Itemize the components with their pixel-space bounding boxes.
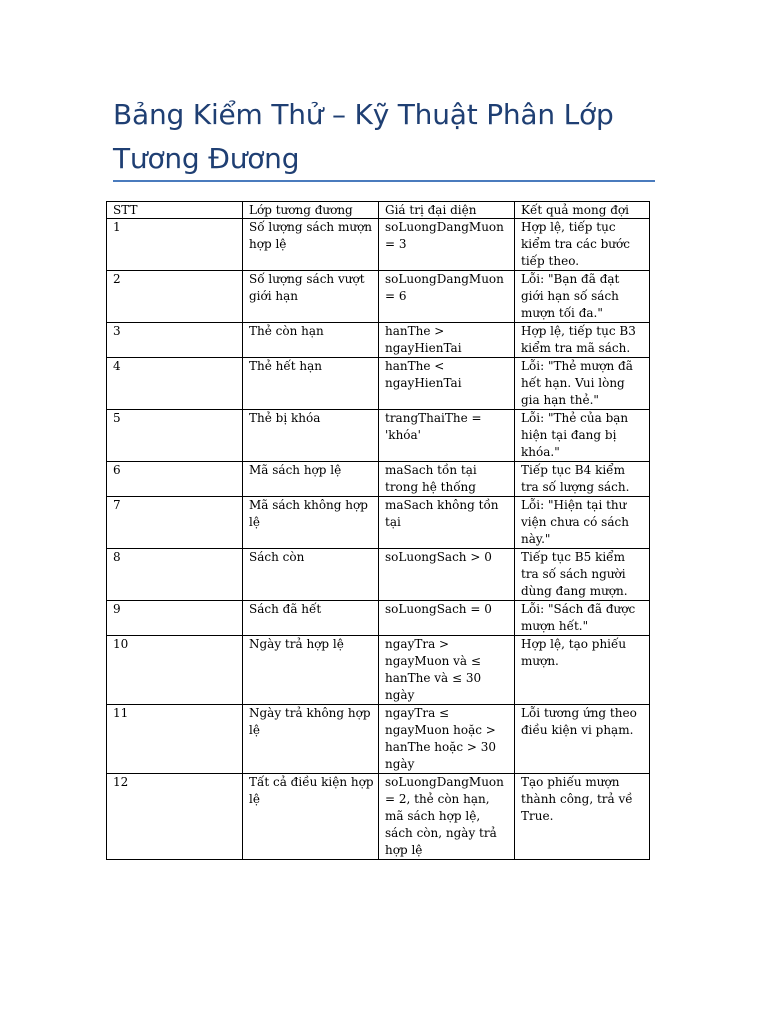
cell-stt: 6 [107, 462, 243, 497]
cell-class: Số lượng sách mượn hợp lệ [243, 219, 379, 271]
cell-value: soLuongDangMuon = 3 [379, 219, 515, 271]
header-equivalence-class: Lớp tương đương [243, 202, 379, 219]
table-row [107, 705, 650, 774]
table-row [107, 219, 650, 271]
cell-value: soLuongSach = 0 [379, 601, 515, 636]
table-row [107, 462, 650, 497]
cell-result: Lỗi: "Bạn đã đạt giới hạn số sách mượn tối đa." [515, 271, 650, 323]
header-stt: STT [107, 202, 243, 219]
table-row [107, 601, 650, 636]
header-representative-value: Giá trị đại diện [379, 202, 515, 219]
cell-stt: 2 [107, 271, 243, 323]
cell-result: Lỗi: "Hiện tại thư viện chưa có sách này." [515, 497, 650, 549]
cell-stt: 3 [107, 323, 243, 358]
cell-value: soLuongSach > 0 [379, 549, 515, 601]
cell-result: Hợp lệ, tiếp tục B3 kiểm tra mã sách. [515, 323, 650, 358]
cell-stt: 11 [107, 705, 243, 774]
table-header-row [107, 202, 650, 219]
cell-class: Sách đã hết [243, 601, 379, 636]
cell-value: maSach tồn tại trong hệ thống [379, 462, 515, 497]
cell-result: Lỗi: "Thẻ của bạn hiện tại đang bị khóa." [515, 410, 650, 462]
cell-class: Thẻ còn hạn [243, 323, 379, 358]
page-title: Bảng Kiểm Thử – Kỹ Thuật Phân Lớp Tương Đương [113, 98, 614, 175]
cell-result: Lỗi: "Sách đã được mượn hết." [515, 601, 650, 636]
cell-result: Hợp lệ, tiếp tục kiểm tra các bước tiếp theo. [515, 219, 650, 271]
cell-value: soLuongDangMuon = 6 [379, 271, 515, 323]
cell-result: Tiếp tục B5 kiểm tra số sách người dùng đang mượn. [515, 549, 650, 601]
cell-stt: 5 [107, 410, 243, 462]
cell-result: Tiếp tục B4 kiểm tra số lượng sách. [515, 462, 650, 497]
cell-result: Hợp lệ, tạo phiếu mượn. [515, 636, 650, 705]
table-row [107, 636, 650, 705]
table-row [107, 497, 650, 549]
table-row [107, 774, 650, 860]
cell-value: maSach không tồn tại [379, 497, 515, 549]
cell-result: Tạo phiếu mượn thành công, trả về True. [515, 774, 650, 860]
cell-value: hanThe > ngayHienTai [379, 323, 515, 358]
title-underline [113, 180, 655, 182]
cell-class: Ngày trả hợp lệ [243, 636, 379, 705]
cell-result: Lỗi tương ứng theo điều kiện vi phạm. [515, 705, 650, 774]
test-case-table [106, 201, 650, 860]
cell-class: Sách còn [243, 549, 379, 601]
cell-stt: 8 [107, 549, 243, 601]
cell-value: ngayTra ≤ ngayMuon hoặc > hanThe hoặc > 30 ngày [379, 705, 515, 774]
cell-stt: 7 [107, 497, 243, 549]
cell-stt: 12 [107, 774, 243, 860]
cell-class: Tất cả điều kiện hợp lệ [243, 774, 379, 860]
table-row [107, 549, 650, 601]
cell-class: Mã sách không hợp lệ [243, 497, 379, 549]
cell-result: Lỗi: "Thẻ mượn đã hết hạn. Vui lòng gia hạn thẻ." [515, 358, 650, 410]
cell-value: trangThaiThe = 'khóa' [379, 410, 515, 462]
cell-stt: 10 [107, 636, 243, 705]
cell-class: Thẻ bị khóa [243, 410, 379, 462]
cell-value: hanThe < ngayHienTai [379, 358, 515, 410]
header-expected-result: Kết quả mong đợi [515, 202, 650, 219]
table-row [107, 323, 650, 358]
cell-class: Mã sách hợp lệ [243, 462, 379, 497]
cell-stt: 1 [107, 219, 243, 271]
cell-stt: 9 [107, 601, 243, 636]
table-row [107, 410, 650, 462]
cell-value: ngayTra > ngayMuon và ≤ hanThe và ≤ 30 ngày [379, 636, 515, 705]
cell-value: soLuongDangMuon = 2, thẻ còn hạn, mã sách hợp lệ, sách còn, ngày trả hợp lệ [379, 774, 515, 860]
table-row [107, 271, 650, 323]
cell-class: Thẻ hết hạn [243, 358, 379, 410]
cell-stt: 4 [107, 358, 243, 410]
cell-class: Ngày trả không hợp lệ [243, 705, 379, 774]
cell-class: Số lượng sách vượt giới hạn [243, 271, 379, 323]
table-row [107, 358, 650, 410]
